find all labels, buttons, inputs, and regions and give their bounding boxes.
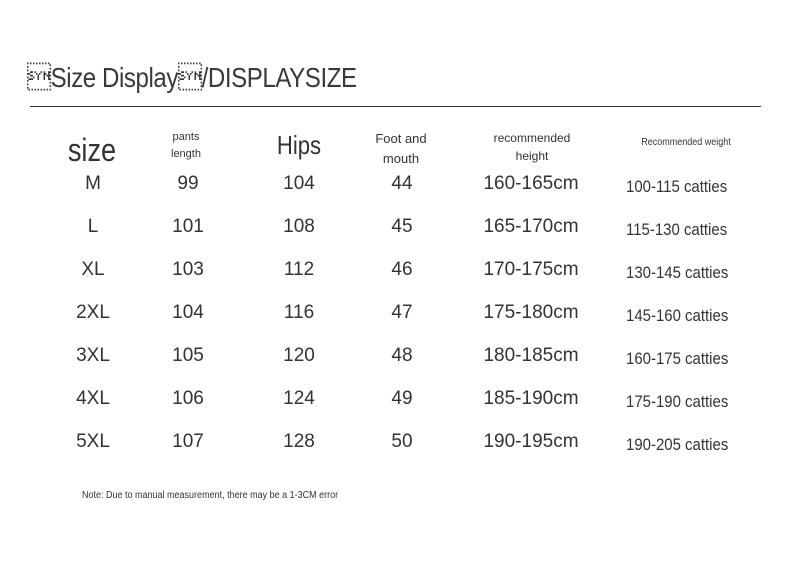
cell-size: L — [87, 216, 99, 237]
cell-recommended-weight: 100-115 catties — [626, 177, 728, 196]
cell-pants-length: 107 — [172, 431, 204, 452]
cell-hips: 116 — [283, 302, 315, 323]
header-pants-line1: pants — [172, 131, 200, 143]
cell-foot-mouth: 49 — [391, 388, 413, 409]
header-height-line2: height — [515, 149, 549, 163]
cell-recommended-height: 190-195cm — [483, 431, 579, 452]
measurement-note: Note: Due to manual measurement, there may be a 1-3CM error — [82, 490, 339, 501]
cell-foot-mouth: 50 — [391, 431, 413, 452]
cell-size: 2XL — [76, 302, 110, 323]
cell-hips: 112 — [283, 259, 315, 280]
header-pants-length — [150, 129, 222, 163]
header-recommended-height — [482, 129, 582, 165]
header-hips: Hips — [276, 130, 322, 160]
header-foot-line1: Foot and — [375, 131, 427, 146]
header-pants-line2: length — [171, 148, 201, 160]
cell-recommended-weight: 115-130 catties — [626, 220, 728, 239]
cell-pants-length: 101 — [172, 216, 204, 237]
cell-pants-length: 103 — [172, 259, 204, 280]
cell-hips: 108 — [283, 216, 315, 237]
cell-pants-length: 105 — [172, 345, 204, 366]
cell-size: 4XL — [76, 388, 110, 409]
cell-foot-mouth: 45 — [391, 216, 413, 237]
cell-hips: 124 — [283, 388, 315, 409]
cell-foot-mouth: 47 — [391, 302, 413, 323]
cell-size: 5XL — [76, 431, 110, 452]
cell-size: M — [85, 173, 101, 194]
header-height-line1: recommended — [493, 131, 571, 145]
header-recommended-weight: Recommended weight — [641, 137, 731, 148]
cell-recommended-height: 160-165cm — [483, 173, 579, 194]
cell-pants-length: 99 — [177, 173, 199, 194]
cell-foot-mouth: 44 — [391, 173, 413, 194]
cell-size: 3XL — [76, 345, 110, 366]
cell-recommended-weight: 130-145 catties — [626, 263, 729, 282]
cell-recommended-weight: 160-175 catties — [626, 349, 729, 368]
cell-size: XL — [81, 259, 105, 280]
page-title: Size Display/DISPLAYSIZE — [27, 62, 357, 93]
cell-recommended-height: 165-170cm — [483, 216, 579, 237]
cell-recommended-weight: 145-160 catties — [626, 306, 729, 325]
cell-foot-mouth: 48 — [391, 345, 413, 366]
cell-hips: 120 — [283, 345, 315, 366]
cell-recommended-weight: 175-190 catties — [626, 392, 729, 411]
cell-hips: 128 — [283, 431, 315, 452]
cell-recommended-weight: 190-205 catties — [626, 435, 729, 454]
cell-recommended-height: 185-190cm — [483, 388, 579, 409]
cell-recommended-height: 170-175cm — [483, 259, 579, 280]
cell-pants-length: 106 — [172, 388, 204, 409]
cell-foot-mouth: 46 — [391, 259, 413, 280]
header-size: size — [67, 132, 117, 168]
cell-pants-length: 104 — [172, 302, 204, 323]
header-foot-mouth — [360, 129, 442, 169]
title-divider — [30, 106, 761, 107]
cell-recommended-height: 180-185cm — [483, 345, 579, 366]
header-foot-line2: mouth — [382, 151, 420, 166]
cell-hips: 104 — [283, 173, 315, 194]
cell-recommended-height: 175-180cm — [483, 302, 579, 323]
